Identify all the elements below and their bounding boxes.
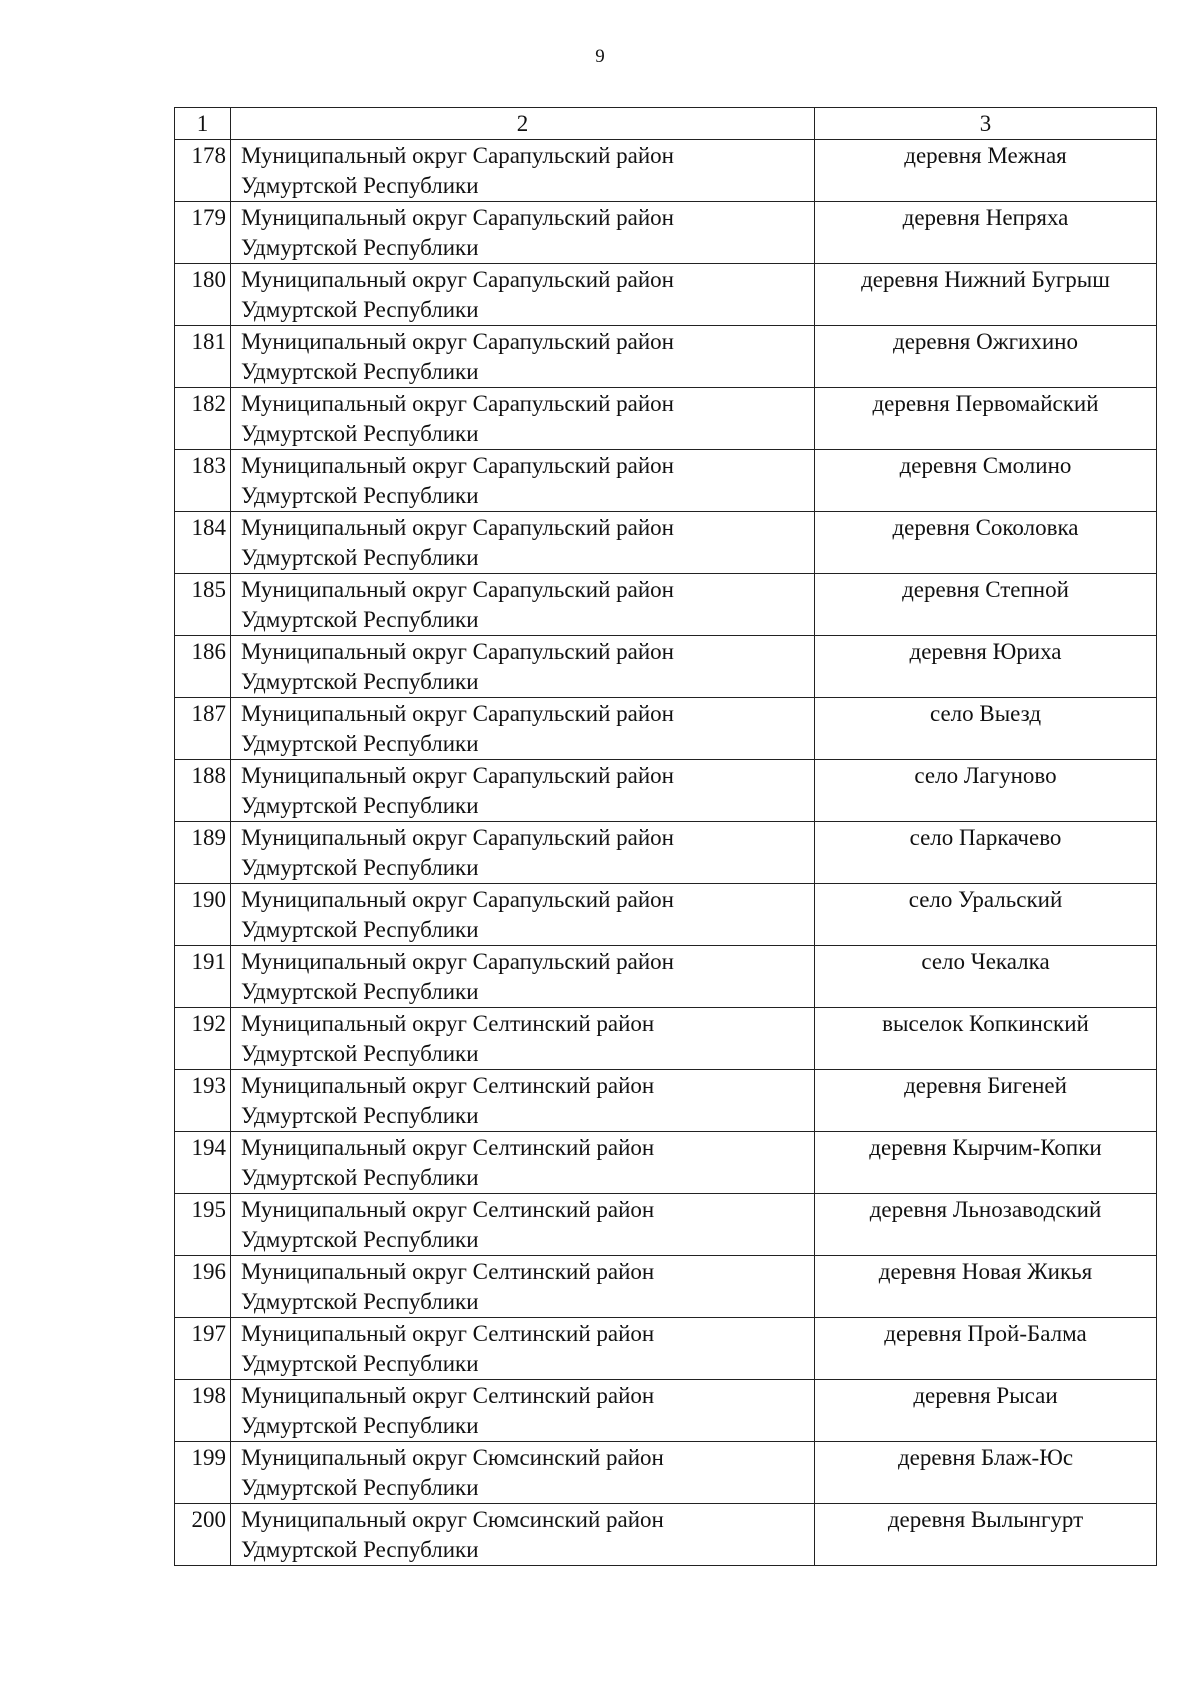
district-line-1: Муниципальный округ Сарапульский район bbox=[241, 825, 674, 850]
district-line-2: Удмуртской Республики bbox=[241, 359, 479, 384]
row-number: 181 bbox=[175, 326, 231, 388]
row-number: 198 bbox=[175, 1380, 231, 1442]
header-col-3: 3 bbox=[815, 108, 1157, 140]
row-number: 179 bbox=[175, 202, 231, 264]
settlement-cell: село Чекалка bbox=[815, 946, 1157, 1008]
table-row bbox=[175, 760, 1157, 822]
district-line-2: Удмуртской Республики bbox=[241, 607, 479, 632]
settlement-cell: деревня Смолино bbox=[815, 450, 1157, 512]
table-row bbox=[175, 1380, 1157, 1442]
district-line-2: Удмуртской Республики bbox=[241, 1165, 479, 1190]
settlement-cell: деревня Рысаи bbox=[815, 1380, 1157, 1442]
table-row bbox=[175, 1256, 1157, 1318]
row-number: 200 bbox=[175, 1504, 231, 1566]
row-number: 180 bbox=[175, 264, 231, 326]
district-line-1: Муниципальный округ Сарапульский район bbox=[241, 143, 674, 168]
district-cell bbox=[231, 636, 815, 698]
district-line-2: Удмуртской Республики bbox=[241, 173, 479, 198]
district-line-1: Муниципальный округ Селтинский район bbox=[241, 1135, 655, 1160]
district-line-2: Удмуртской Республики bbox=[241, 917, 479, 942]
district-line-2: Удмуртской Республики bbox=[241, 1289, 479, 1314]
table-row bbox=[175, 140, 1157, 202]
district-line-2: Удмуртской Республики bbox=[241, 297, 479, 322]
district-line-1: Муниципальный округ Сюмсинский район bbox=[241, 1445, 664, 1470]
row-number: 192 bbox=[175, 1008, 231, 1070]
district-line-2: Удмуртской Республики bbox=[241, 1041, 479, 1066]
district-line-1: Муниципальный округ Сарапульский район bbox=[241, 453, 674, 478]
district-line-2: Удмуртской Республики bbox=[241, 793, 479, 818]
district-line-1: Муниципальный округ Селтинский район bbox=[241, 1011, 655, 1036]
settlement-cell: деревня Непряха bbox=[815, 202, 1157, 264]
district-line-1: Муниципальный округ Сарапульский район bbox=[241, 949, 674, 974]
table-row bbox=[175, 512, 1157, 574]
row-number: 188 bbox=[175, 760, 231, 822]
table-row bbox=[175, 698, 1157, 760]
district-cell bbox=[231, 946, 815, 1008]
district-cell bbox=[231, 450, 815, 512]
district-line-1: Муниципальный округ Селтинский район bbox=[241, 1383, 655, 1408]
settlement-cell: село Паркачево bbox=[815, 822, 1157, 884]
district-line-2: Удмуртской Республики bbox=[241, 1103, 479, 1128]
district-line-1: Муниципальный округ Селтинский район bbox=[241, 1321, 655, 1346]
settlement-cell: выселок Копкинский bbox=[815, 1008, 1157, 1070]
district-cell bbox=[231, 822, 815, 884]
district-line-2: Удмуртской Республики bbox=[241, 1413, 479, 1438]
row-number: 191 bbox=[175, 946, 231, 1008]
district-cell bbox=[231, 574, 815, 636]
district-line-2: Удмуртской Республики bbox=[241, 669, 479, 694]
district-cell bbox=[231, 202, 815, 264]
district-line-1: Муниципальный округ Сарапульский район bbox=[241, 205, 674, 230]
table-row bbox=[175, 264, 1157, 326]
settlement-cell: деревня Нижний Бугрыш bbox=[815, 264, 1157, 326]
settlement-cell: деревня Кырчим-Копки bbox=[815, 1132, 1157, 1194]
district-cell bbox=[231, 1070, 815, 1132]
district-line-1: Муниципальный округ Сюмсинский район bbox=[241, 1507, 664, 1532]
district-line-1: Муниципальный округ Сарапульский район bbox=[241, 329, 674, 354]
district-cell bbox=[231, 1194, 815, 1256]
row-number: 178 bbox=[175, 140, 231, 202]
district-line-2: Удмуртской Республики bbox=[241, 1351, 479, 1376]
district-line-2: Удмуртской Республики bbox=[241, 483, 479, 508]
district-cell bbox=[231, 884, 815, 946]
table-row bbox=[175, 202, 1157, 264]
row-number: 199 bbox=[175, 1442, 231, 1504]
district-line-1: Муниципальный округ Сарапульский район bbox=[241, 639, 674, 664]
table-row bbox=[175, 388, 1157, 450]
row-number: 183 bbox=[175, 450, 231, 512]
district-line-1: Муниципальный округ Сарапульский район bbox=[241, 267, 674, 292]
district-line-2: Удмуртской Республики bbox=[241, 1475, 479, 1500]
table-row bbox=[175, 1442, 1157, 1504]
settlement-cell: деревня Вылынгурт bbox=[815, 1504, 1157, 1566]
settlement-cell: деревня Первомайский bbox=[815, 388, 1157, 450]
district-line-1: Муниципальный округ Сарапульский район bbox=[241, 701, 674, 726]
district-line-1: Муниципальный округ Сарапульский район bbox=[241, 577, 674, 602]
settlement-cell: село Лагуново bbox=[815, 760, 1157, 822]
settlement-cell: деревня Бигеней bbox=[815, 1070, 1157, 1132]
district-line-2: Удмуртской Республики bbox=[241, 979, 479, 1004]
row-number: 185 bbox=[175, 574, 231, 636]
table-row bbox=[175, 946, 1157, 1008]
header-col-2: 2 bbox=[231, 108, 815, 140]
row-number: 193 bbox=[175, 1070, 231, 1132]
district-cell bbox=[231, 760, 815, 822]
district-cell bbox=[231, 264, 815, 326]
row-number: 189 bbox=[175, 822, 231, 884]
district-line-1: Муниципальный округ Сарапульский район bbox=[241, 391, 674, 416]
row-number: 187 bbox=[175, 698, 231, 760]
district-cell bbox=[231, 1256, 815, 1318]
settlement-cell: деревня Новая Жикья bbox=[815, 1256, 1157, 1318]
row-number: 195 bbox=[175, 1194, 231, 1256]
district-cell bbox=[231, 326, 815, 388]
settlement-cell: деревня Степной bbox=[815, 574, 1157, 636]
table-row bbox=[175, 1318, 1157, 1380]
district-cell bbox=[231, 1442, 815, 1504]
district-line-1: Муниципальный округ Селтинский район bbox=[241, 1073, 655, 1098]
district-line-1: Муниципальный округ Селтинский район bbox=[241, 1259, 655, 1284]
district-line-2: Удмуртской Республики bbox=[241, 545, 479, 570]
row-number: 197 bbox=[175, 1318, 231, 1380]
settlement-cell: деревня Межная bbox=[815, 140, 1157, 202]
district-cell bbox=[231, 698, 815, 760]
table-row bbox=[175, 1070, 1157, 1132]
table-row bbox=[175, 450, 1157, 512]
settlement-cell: деревня Юриха bbox=[815, 636, 1157, 698]
district-cell bbox=[231, 388, 815, 450]
table-row bbox=[175, 884, 1157, 946]
settlement-cell: деревня Соколовка bbox=[815, 512, 1157, 574]
district-line-2: Удмуртской Республики bbox=[241, 731, 479, 756]
row-number: 182 bbox=[175, 388, 231, 450]
district-line-2: Удмуртской Республики bbox=[241, 421, 479, 446]
settlements-table bbox=[174, 107, 1157, 1566]
table-row bbox=[175, 636, 1157, 698]
district-cell bbox=[231, 512, 815, 574]
district-line-2: Удмуртской Республики bbox=[241, 1537, 479, 1562]
row-number: 186 bbox=[175, 636, 231, 698]
district-line-2: Удмуртской Республики bbox=[241, 1227, 479, 1252]
settlement-cell: деревня Ожгихино bbox=[815, 326, 1157, 388]
table-row bbox=[175, 1194, 1157, 1256]
table-body bbox=[175, 140, 1157, 1566]
settlement-cell: деревня Льнозаводский bbox=[815, 1194, 1157, 1256]
table-row bbox=[175, 822, 1157, 884]
table-row bbox=[175, 1132, 1157, 1194]
row-number: 184 bbox=[175, 512, 231, 574]
settlement-cell: деревня Блаж-Юс bbox=[815, 1442, 1157, 1504]
header-col-1: 1 bbox=[175, 108, 231, 140]
table-row bbox=[175, 574, 1157, 636]
page-number: 9 bbox=[595, 46, 605, 67]
district-line-2: Удмуртской Республики bbox=[241, 855, 479, 880]
settlement-cell: село Уральский bbox=[815, 884, 1157, 946]
row-number: 196 bbox=[175, 1256, 231, 1318]
table-header-row bbox=[175, 108, 1157, 140]
table-row bbox=[175, 1008, 1157, 1070]
row-number: 190 bbox=[175, 884, 231, 946]
table-row bbox=[175, 326, 1157, 388]
district-cell bbox=[231, 1132, 815, 1194]
settlement-cell: село Выезд bbox=[815, 698, 1157, 760]
district-cell bbox=[231, 1008, 815, 1070]
district-line-2: Удмуртской Республики bbox=[241, 235, 479, 260]
table-row bbox=[175, 1504, 1157, 1566]
district-cell bbox=[231, 1380, 815, 1442]
row-number: 194 bbox=[175, 1132, 231, 1194]
settlement-cell: деревня Прой-Балма bbox=[815, 1318, 1157, 1380]
district-line-1: Муниципальный округ Сарапульский район bbox=[241, 887, 674, 912]
district-cell bbox=[231, 140, 815, 202]
district-line-1: Муниципальный округ Сарапульский район bbox=[241, 515, 674, 540]
district-cell bbox=[231, 1504, 815, 1566]
district-line-1: Муниципальный округ Селтинский район bbox=[241, 1197, 655, 1222]
district-cell bbox=[231, 1318, 815, 1380]
district-line-1: Муниципальный округ Сарапульский район bbox=[241, 763, 674, 788]
